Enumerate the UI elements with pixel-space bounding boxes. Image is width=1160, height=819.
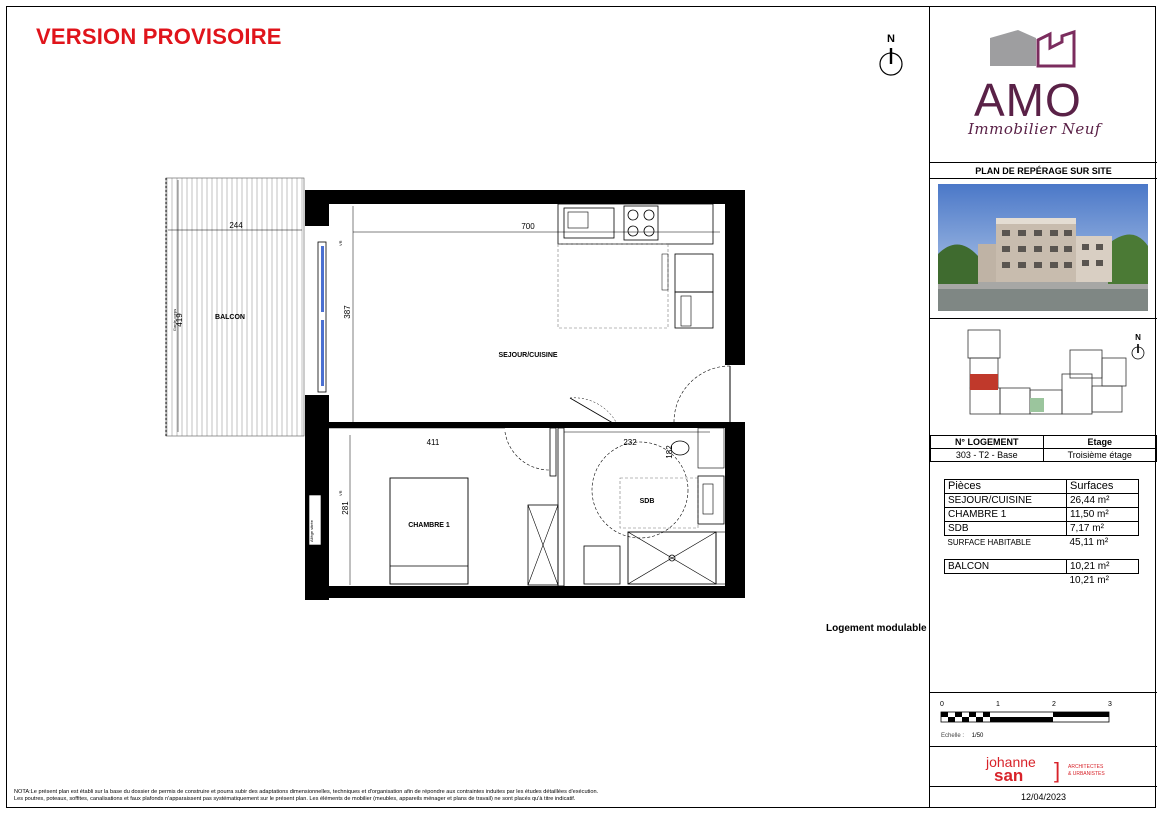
logo-box: [930, 6, 1157, 163]
separator: [930, 318, 1157, 319]
dim-sdb-width: 232: [623, 438, 637, 447]
cooktop-icon: [624, 206, 658, 240]
garde-corps-label: Garde-corps: [172, 308, 177, 332]
logement-col2-header: Etage: [1043, 436, 1157, 449]
vr-label-2: VR: [338, 490, 343, 496]
logo-amo: AMO: [974, 74, 1082, 126]
floor-plan: [150, 170, 760, 610]
separator: [930, 786, 1157, 787]
mini-site-plan: [960, 324, 1150, 434]
balcon-row: [945, 559, 1139, 573]
logo-sub: Immobilier Neuf: [968, 120, 1101, 138]
table-row: SEJOUR/CUISINE 26,44 m²: [945, 494, 1139, 508]
balcon-total-value: 10,21 m²: [1069, 574, 1109, 586]
fridge-icon: [675, 254, 713, 292]
surface-habitable-value: 45,11 m²: [1069, 537, 1109, 548]
separator: [930, 746, 1157, 747]
balcony-deck: [166, 178, 304, 436]
logement-modulable-label: Logement modulable: [826, 623, 927, 634]
chambre-label: CHAMBRE 1: [408, 522, 450, 529]
dim-chambre-height: 281: [341, 501, 350, 515]
nota-line-2: Les poutres, poteaux, soffites, canalisations et faux plafonds n'apparaissent pas systématiquement sur le présent plan. Les éléments de mobilier (meubles, appareils ménager et plans de travail) ne sont placés qu'à titre indicatif.: [14, 796, 576, 802]
svg-text:3: 3: [1108, 701, 1112, 708]
sink-icon: [564, 208, 614, 238]
total-row: [945, 536, 1139, 550]
nota-line-1: NOTA:Le présent plan est établi sur la base du dossier de permis de construire et pourra subir des adaptations dimensionnelles, techniques et d'organisation afin de répondre aux contraintes induites par les études détaillées d'exécution.: [14, 789, 599, 795]
dim-sejour-width: 700: [521, 222, 535, 231]
dim-balcon-width: 244: [229, 221, 243, 230]
vr-label-1: VR: [338, 240, 343, 246]
north-arrow-icon: [876, 30, 906, 80]
scale-bar: [938, 698, 1138, 738]
dim-chambre-width: 411: [426, 438, 440, 447]
balcon-table-value: 10,21 m²: [1067, 559, 1139, 573]
logement-col1-header: N° LOGEMENT: [931, 436, 1044, 449]
pieces-header: Pièces: [945, 480, 1067, 494]
washbasin-icon: [698, 476, 724, 524]
balcon-label: BALCON: [215, 314, 245, 321]
logement-number: 303 - T2 - Base: [931, 449, 1044, 462]
scale-label: Echelle : 1/50: [941, 733, 984, 739]
allege-label: Allège vitrée: [309, 519, 314, 542]
table-row: CHAMBRE 1 11,50 m²: [945, 508, 1139, 522]
dim-sejour-height: 387: [343, 305, 352, 319]
version-label: VERSION PROVISOIRE: [36, 24, 282, 49]
entry-door-swing: [674, 366, 730, 422]
bed-icon: [390, 478, 468, 584]
surface-habitable-label: SURFACE HABITABLE: [947, 538, 1031, 547]
surfaces-table: [944, 479, 1139, 587]
site-photo: [938, 184, 1148, 311]
sdb-label: SDB: [639, 498, 655, 505]
mini-plan-highlight: [970, 374, 998, 390]
surfaces-header: Surfaces: [1067, 480, 1139, 494]
north-label: N: [887, 33, 895, 45]
site-title: PLAN DE REPÉRAGE SUR SITE: [930, 163, 1157, 179]
mini-north-label: N: [1135, 333, 1141, 342]
table-row: SDB 7,17 m²: [945, 522, 1139, 536]
washer-icon: [584, 546, 620, 584]
separator: [930, 692, 1157, 693]
svg-text:2: 2: [1052, 701, 1056, 708]
info-panel: AMO Immobilier Neuf PLAN DE REPÉRAGE SUR SITE N N° LOGEMENT Etage 303 - T2 - Base Troisième étage Pièces Surfaces SEJOUR/CUISINE 26,44 m² CHAMBRE 1 11,50 m² SDB 7,17 m² SURFACE HABITABLE 45,11 m² BALCON 10,21 m² 10,21 m² 0 1 2 3 Echelle : 1/50 johanne san ] ARCHITECTES & URBANISTES 12/04/2023: [929, 6, 1156, 808]
balcon-table-label: BALCON: [945, 559, 1067, 573]
svg-text:1: 1: [996, 701, 1000, 708]
plan-date: 12/04/2023: [1020, 792, 1067, 802]
logement-etage: Troisième étage: [1043, 449, 1157, 462]
sejour-label: SEJOUR/CUISINE: [498, 352, 558, 359]
dim-sdb-height: 182: [665, 445, 674, 459]
svg-text:0: 0: [940, 701, 944, 708]
dim-balcon-height: 419: [175, 313, 184, 327]
nota-text: [14, 789, 914, 803]
walls: [305, 190, 745, 600]
chambre-door-swing: [505, 432, 550, 470]
logement-table: [930, 435, 1157, 462]
building-logo-icon: [988, 28, 1084, 68]
